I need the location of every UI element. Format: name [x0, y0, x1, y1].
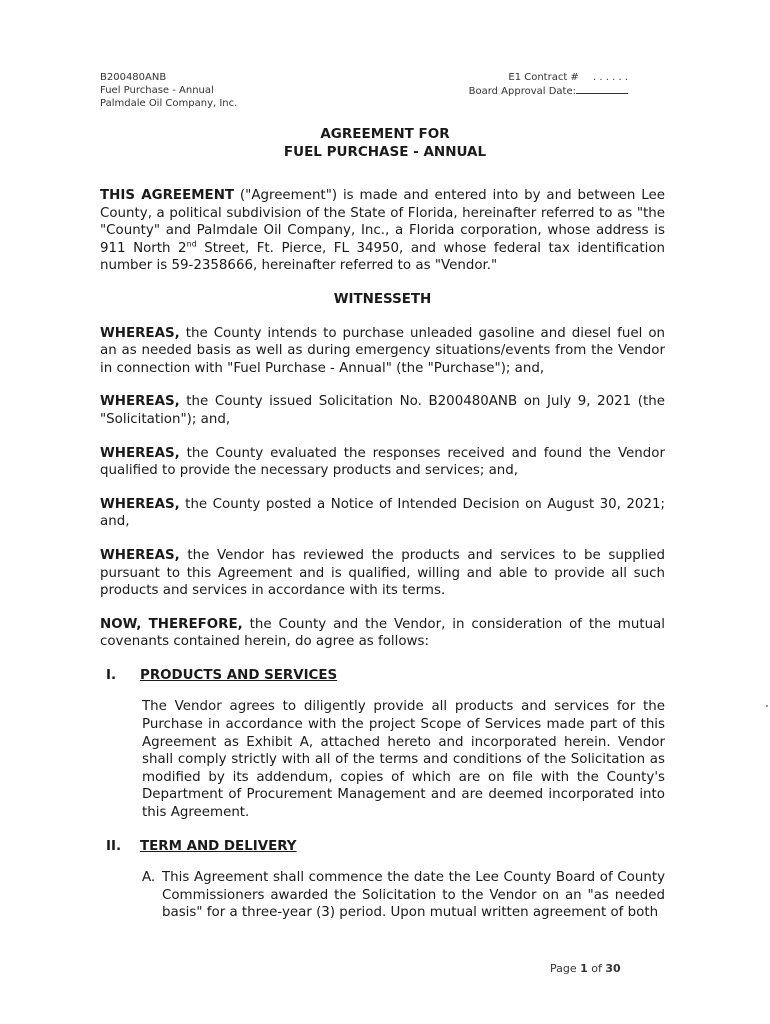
approval-date: Board Approval Date:: [468, 84, 628, 98]
intro-paragraph: THIS AGREEMENT ("Agreement") is made and entered into by and between Lee County, a political subdivision of the State of Florida, hereinafter referred to as "the "County" and Palmdale Oil Company, Inc., a Florida corporation, whose address is 911 North 2nd Street, Ft. Pierce, FL 34950, and whose federal tax identification number is 59-2358666, hereinafter referred to as "Vendor.": [100, 188, 666, 274]
header-left: [100, 71, 237, 110]
contract-dots: . . . . . .: [593, 72, 628, 83]
header-right: [468, 71, 628, 98]
margin-mark: [766, 705, 768, 707]
document-body: [100, 187, 665, 938]
whereas-5: WHEREAS, the Vendor has reviewed the products and services to be supplied pursuant to this Agreement and is qualified, willing and able to provide all such products and services in accordance with its terms.: [100, 547, 665, 599]
whereas-4: WHEREAS, the County posted a Notice of Intended Decision on August 30, 2021; and,: [100, 496, 665, 530]
whereas-3: WHEREAS, the County evaluated the responses received and found the Vendor qualified to provide the necessary products and services; and,: [100, 445, 665, 479]
witnesseth-heading: WITNESSETH: [333, 291, 432, 307]
section-heading-2: II. TERM AND DELIVERY: [106, 838, 297, 854]
whereas-1: WHEREAS, the County intends to purchase unleaded gasoline and diesel fuel on an as needed basis as well as during emergency situations/events from the Vendor in connection with "Fuel Purchase - Annual" (the "Purchase"); and,: [100, 325, 665, 376]
approval-blank: [576, 84, 628, 94]
whereas-2: WHEREAS, the County issued Solicitation No. B200480ANB on July 9, 2021 (the "Solicitation"); and,: [100, 394, 665, 427]
document-title: AGREEMENT FOR FUEL PURCHASE - ANNUAL: [283, 126, 487, 160]
contract-number: E1 Contract # . . . . . .: [508, 72, 628, 83]
section-2-subsection-a: A. This Agreement shall commence the date the Lee County Board of County Commissioners awarded the Solicitation to the Vendor on an "as needed basis" for a three-year (3) period. Upon mutual written agreement of both: [142, 870, 665, 921]
header-solicitation: B200480ANB: [100, 72, 167, 83]
now-therefore-paragraph: NOW, THEREFORE, the County and the Vendor, in consideration of the mutual covenants contained herein, do agree as follows:: [100, 616, 665, 650]
section-heading-1: I. PRODUCTS AND SERVICES: [106, 667, 338, 683]
section-1-text: The Vendor agrees to diligently provide all products and services for the Purchase in accordance with the project Scope of Services made part of this Agreement as Exhibit A, attached hereto and incorporated herein. Vendor shall comply strictly with all of the terms and conditions of the Solicitation as modified by its addendum, copies of which are on file with the County's Department of Procurement Management and are deemed incorporated into this Agreement.: [142, 699, 665, 821]
header-vendor: Palmdale Oil Company, Inc.: [100, 98, 238, 109]
header-project: Fuel Purchase - Annual: [100, 85, 214, 96]
page-number: Page 1 of 30: [550, 962, 621, 975]
